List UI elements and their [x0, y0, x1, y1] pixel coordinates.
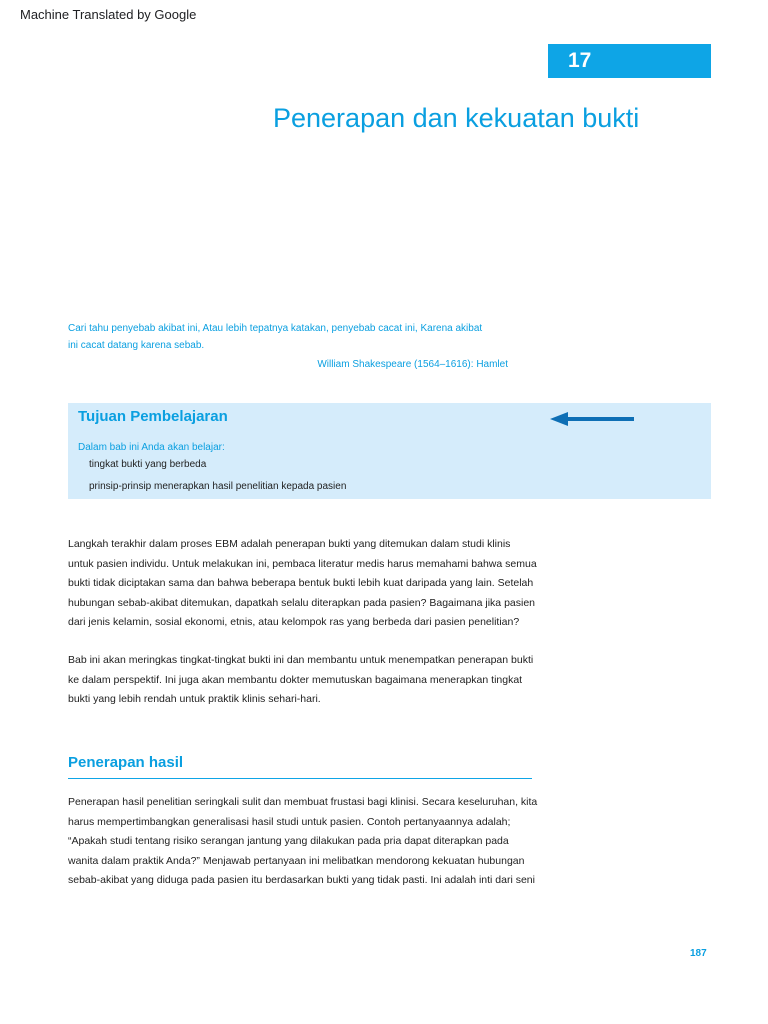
- section-heading: Penerapan hasil: [68, 754, 184, 771]
- body-paragraph: [68, 535, 538, 633]
- section-divider: [68, 778, 532, 779]
- learning-objectives-box: [68, 403, 711, 499]
- objectives-intro: Dalam bab ini Anda akan belajar:: [78, 442, 225, 453]
- text-line: Langkah terakhir dalam proses EBM adalah penerapan bukti yang ditemukan dalam studi klinis: [68, 538, 511, 550]
- text-line: Penerapan hasil penelitian seringkali sulit dan membuat frustasi bagi klinisi. Secara keseluruhan, kita: [68, 796, 538, 808]
- epigraph-line: Cari tahu penyebab akibat ini, Atau lebih tepatnya katakan, penyebab cacat ini, Karena akibat: [68, 323, 483, 334]
- objective-item: prinsip-prinsip menerapkan hasil penelitian kepada pasien: [89, 481, 347, 492]
- text-line: harus mempertimbangkan generalisasi hasil studi untuk pasien. Contoh pertanyaannya adalah;: [68, 815, 511, 828]
- text-line: dari jenis kelamin, sosial ekonomi, etnis, atau kelompok ras yang berbeda dari pasien penelitian?: [68, 616, 520, 628]
- text-line: hubungan sebab-akibat ditemukan, dapatkah selalu diterapkan pada pasien? Bagaimana jika pasien: [68, 596, 536, 609]
- text-line: “Apakah studi tentang risiko serangan jantung yang dilakukan pada pria dapat diterapkan pada: [68, 835, 509, 847]
- chapter-number-box: 17: [548, 44, 711, 78]
- epigraph-line: ini cacat datang karena sebab.: [68, 340, 205, 351]
- chapter-title: Penerapan dan kekuatan bukti: [273, 103, 640, 133]
- arrow-left-icon: [548, 410, 638, 428]
- body-paragraph: [68, 651, 538, 710]
- text-line: sebab-akibat yang diduga pada pasien itu berdasarkan bukti yang tidak pasti. Ini adalah inti dari seni: [68, 874, 535, 886]
- machine-translation-banner: Machine Translated by Google: [20, 7, 197, 22]
- text-line: wanita dalam praktik Anda?” Menjawab pertanyaan ini melibatkan mendorong kekuatan hubungan: [68, 854, 525, 867]
- epigraph-source: William Shakespeare (1564–1616): Hamlet: [317, 359, 508, 370]
- objectives-title: Tujuan Pembelajaran: [78, 408, 228, 425]
- text-line: bukti yang lebih rendah untuk praktik klinis sehari-hari.: [68, 693, 321, 705]
- section-paragraph: [68, 793, 538, 891]
- text-line: untuk pasien individu. Untuk melakukan ini, pembaca literatur medis harus memahami bahwa semua: [68, 557, 537, 570]
- text-line: ke dalam perspektif. Ini juga akan membantu dokter memutuskan bagaimana menerapkan tingkat: [68, 673, 523, 686]
- objective-item: tingkat bukti yang berbeda: [89, 459, 207, 470]
- text-line: bukti tidak diciptakan sama dan bahwa beberapa bentuk bukti lebih kuat daripada yang lain. Setelah: [68, 577, 534, 589]
- page-number: 187: [690, 948, 707, 959]
- text-line: Bab ini akan meringkas tingkat-tingkat bukti ini dan membantu untuk menempatkan penerapan bukti: [68, 654, 534, 666]
- epigraph: [68, 320, 508, 373]
